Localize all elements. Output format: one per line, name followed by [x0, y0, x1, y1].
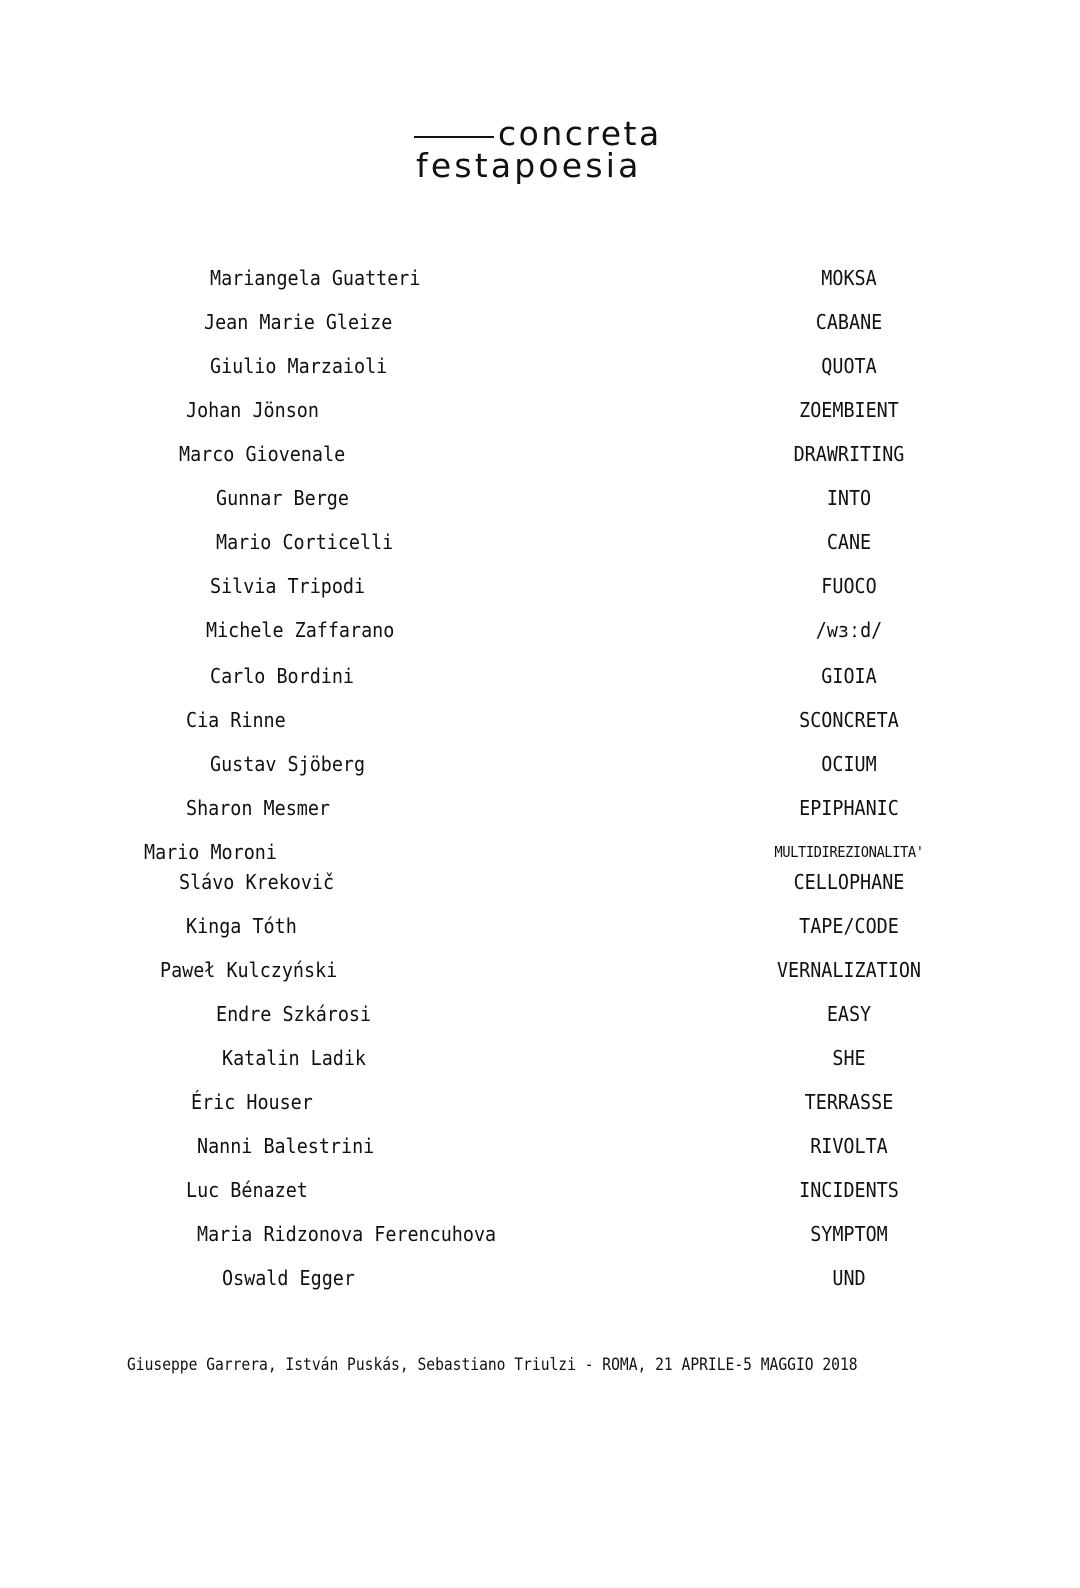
program-entry [0, 661, 994, 691]
footer-credits: Giuseppe Garrera, István Puskás, Sebastiano Triulzi - ROMA, 21 APRILE-5 MAGGIO 2018 [127, 1355, 858, 1375]
work-title: CANE [826, 530, 872, 554]
program-entry [0, 1043, 994, 1073]
poet-name: Gustav Sjöberg [209, 752, 366, 776]
program-entry [0, 1263, 994, 1293]
program-entry [0, 439, 994, 469]
program-entry [0, 263, 994, 293]
logo-dash [414, 136, 494, 138]
poet-name: Mario Moroni [143, 840, 277, 864]
program-entry [0, 1087, 994, 1117]
program-entry [0, 615, 994, 645]
program-entry [0, 911, 994, 941]
poet-name: Slávo Krekovič [178, 870, 335, 894]
work-title: /wɜːd/ [815, 618, 883, 642]
work-title: MULTIDIREZIONALITA' [774, 843, 924, 861]
work-title: OCIUM [821, 752, 877, 776]
work-title: INTO [826, 486, 872, 510]
poet-name: Gunnar Berge [215, 486, 349, 510]
program-entry [0, 1219, 994, 1249]
program-entry [0, 307, 994, 337]
poet-name: Mario Corticelli [215, 530, 394, 554]
poet-name: Mariangela Guatteri [209, 266, 421, 290]
work-title: SHE [832, 1046, 866, 1070]
poet-name: Nanni Balestrini [196, 1134, 375, 1158]
logo-word-concreta: concreta [498, 114, 662, 153]
poet-name: Katalin Ladik [221, 1046, 367, 1070]
program-entry [0, 527, 994, 557]
work-title: DRAWRITING [793, 442, 905, 466]
work-title: ZOEMBIENT [799, 398, 899, 422]
work-title: CABANE [815, 310, 883, 334]
work-title: SCONCRETA [799, 708, 899, 732]
program-entry [0, 867, 994, 897]
poet-name: Éric Houser [190, 1090, 313, 1114]
work-title: INCIDENTS [799, 1178, 899, 1202]
poet-name: Luc Bénazet [185, 1178, 308, 1202]
poet-name: Cia Rinne [185, 708, 286, 732]
program-entry [0, 483, 994, 513]
program-entry [0, 1175, 994, 1205]
poet-name: Michele Zaffarano [205, 618, 395, 642]
work-title: CELLOPHANE [793, 870, 905, 894]
program-entry [0, 837, 994, 867]
program-entry [0, 351, 994, 381]
poet-name: Oswald Egger [221, 1266, 355, 1290]
logo-word-festapoesia: festapoesia [416, 146, 642, 185]
work-title: VERNALIZATION [776, 958, 921, 982]
work-title: TAPE/CODE [799, 914, 899, 938]
poet-name: Kinga Tóth [185, 914, 297, 938]
poet-name: Sharon Mesmer [185, 796, 331, 820]
poet-name: Endre Szkárosi [215, 1002, 372, 1026]
work-title: UND [832, 1266, 866, 1290]
work-title: TERRASSE [804, 1090, 894, 1114]
poet-name: Johan Jönson [185, 398, 319, 422]
program-entry [0, 749, 994, 779]
poet-name: Silvia Tripodi [209, 574, 366, 598]
poet-name: Giulio Marzaioli [209, 354, 388, 378]
poet-name: Paweł Kulczyński [159, 958, 338, 982]
work-title: GIOIA [821, 664, 877, 688]
work-title: EASY [826, 1002, 872, 1026]
poet-name: Jean Marie Gleize [203, 310, 393, 334]
program-entry [0, 395, 994, 425]
program-entry [0, 705, 994, 735]
program-entry [0, 793, 994, 823]
poet-name: Carlo Bordini [209, 664, 355, 688]
program-entry [0, 955, 994, 985]
work-title: RIVOLTA [810, 1134, 888, 1158]
festival-logo [414, 115, 684, 195]
program-entry [0, 999, 994, 1029]
work-title: MOKSA [821, 266, 877, 290]
program-entry [0, 571, 994, 601]
poet-name: Marco Giovenale [178, 442, 346, 466]
work-title: FUOCO [821, 574, 877, 598]
work-title: QUOTA [821, 354, 877, 378]
poet-name: Maria Ridzonova Ferencuhova [196, 1222, 497, 1246]
work-title: SYMPTOM [810, 1222, 888, 1246]
work-title: EPIPHANIC [799, 796, 899, 820]
program-entry [0, 1131, 994, 1161]
